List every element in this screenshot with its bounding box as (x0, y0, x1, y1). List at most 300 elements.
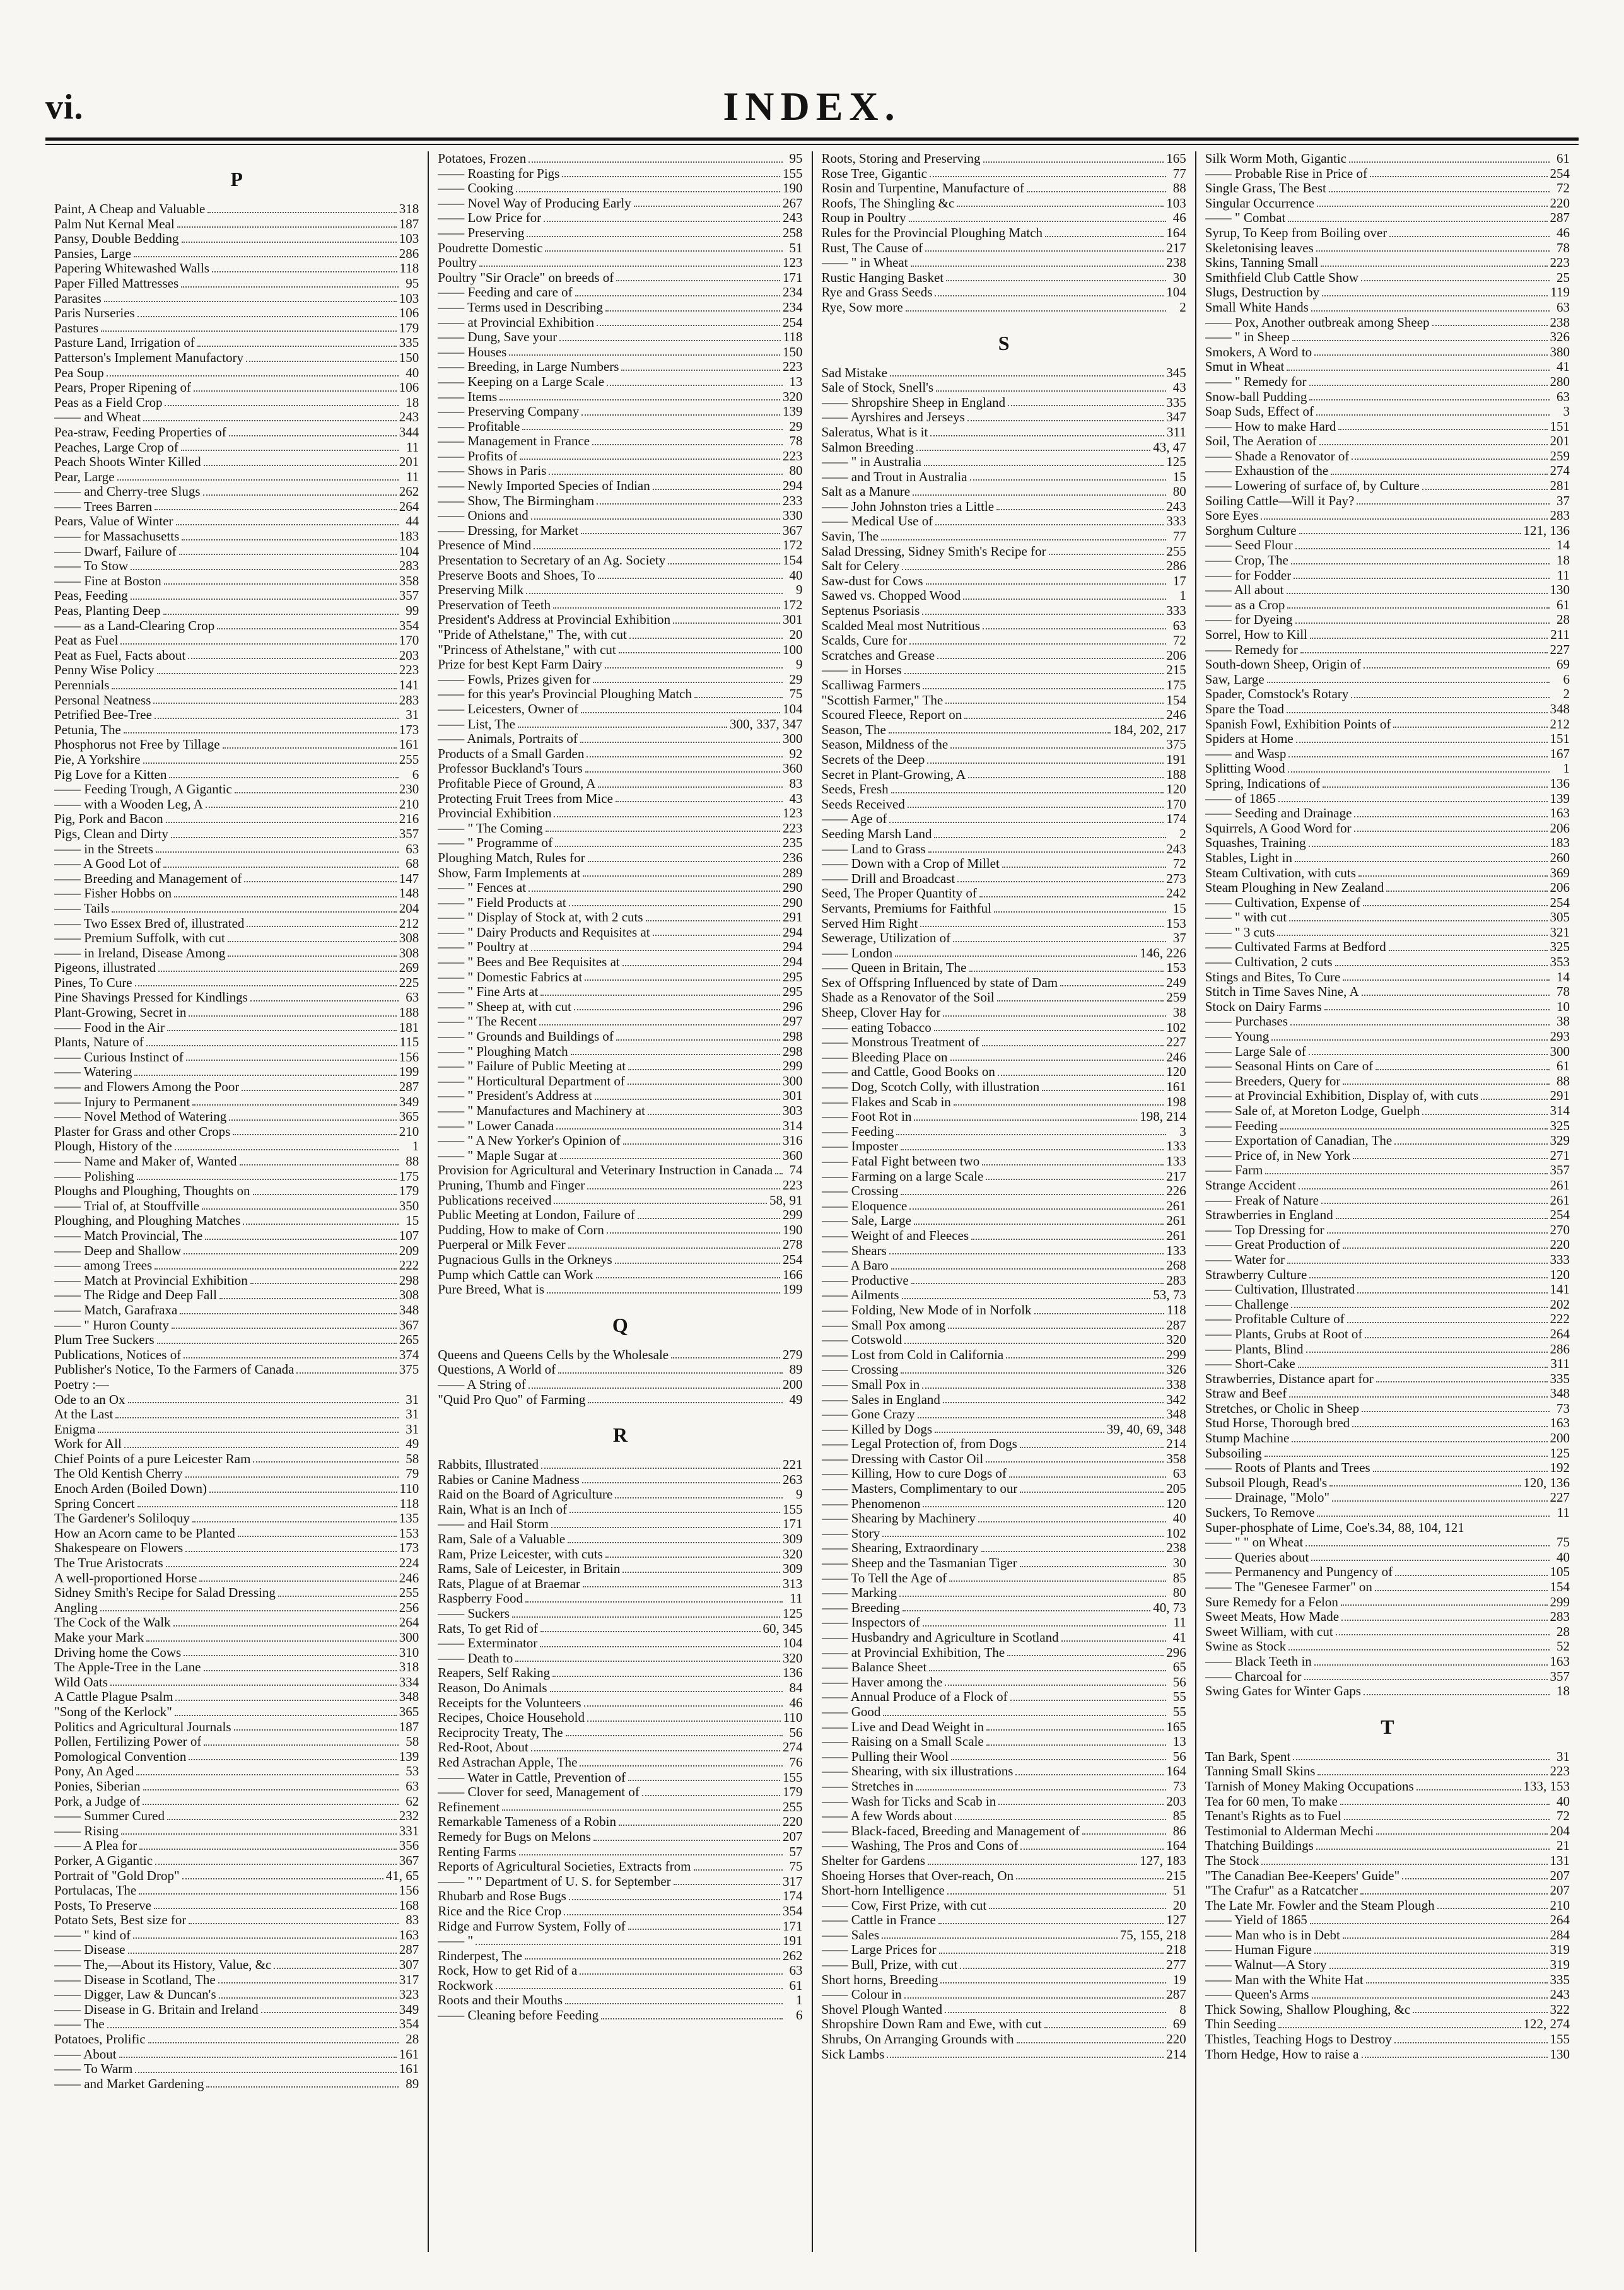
entry-text: Squirrels, A Good Word for (1205, 821, 1352, 836)
index-entry (1205, 1521, 1570, 1536)
entry-text: "Quid Pro Quo" of Farming (438, 1392, 586, 1407)
index-entry (438, 1755, 802, 1770)
leader-dots (154, 1907, 397, 1909)
entry-page: 123 (783, 805, 803, 821)
entry-text: Remarkable Tameness of a Robin (438, 1814, 616, 1830)
index-entry (822, 1660, 1186, 1675)
entry-text: Stables, Light in (1205, 850, 1292, 865)
index-entry (822, 901, 1186, 916)
entry-page: 264 (1550, 1326, 1570, 1341)
entry-page: 365 (399, 1109, 419, 1125)
index-entry (822, 633, 1186, 648)
index-entry (822, 1526, 1186, 1541)
leader-dots (1357, 1291, 1547, 1294)
entry-page: 188 (1166, 766, 1186, 782)
entry-page: 223 (783, 448, 803, 464)
index-entry (822, 196, 1186, 211)
entry-page: 318 (399, 1659, 419, 1675)
leader-dots (1364, 666, 1550, 669)
entry-text: Petunia, The (54, 722, 121, 737)
leader-dots (242, 1089, 396, 1091)
entry-text: Pines, To Cure (54, 975, 132, 990)
leader-dots (1343, 1082, 1550, 1085)
leader-dots (1366, 1981, 1548, 1983)
index-entry (438, 1904, 802, 1919)
entry-page: 17 (1172, 573, 1186, 588)
leader-dots (1354, 829, 1548, 832)
entry-text: Portulacas, The (54, 1883, 137, 1898)
entry-text: —— Imposter (821, 1139, 899, 1154)
index-entry (54, 1466, 419, 1481)
index-entry (54, 916, 419, 932)
entry-page: 203 (399, 647, 419, 663)
index-entry (1205, 1973, 1570, 1988)
leader-dots (592, 443, 782, 445)
entry-page: 63 (1557, 388, 1570, 404)
entry-page: 254 (783, 314, 803, 330)
entry-text: Short horns, Breeding (821, 1972, 938, 1987)
index-entry (438, 1163, 802, 1178)
index-entry (822, 1571, 1186, 1586)
entry-page: 183 (399, 529, 419, 544)
leader-dots (996, 508, 1164, 510)
leader-dots (580, 740, 780, 743)
entry-text: —— Ayrshires and Jerseys (821, 410, 965, 425)
entry-text: Sick Lambs (821, 2047, 885, 2062)
entry-page: 25 (1557, 269, 1570, 285)
entry-text: Stitch in Time Saves Nine, A (1205, 984, 1359, 1000)
index-entry (822, 1139, 1186, 1154)
entry-text: Remedy for Bugs on Melons (438, 1829, 591, 1844)
index-entry (54, 1303, 419, 1318)
entry-text: Short-horn Intelligence (821, 1883, 945, 1898)
entry-text: Subsoil Plough, Read's (1205, 1475, 1328, 1490)
index-entry (822, 1764, 1186, 1779)
entry-page: 295 (783, 969, 803, 984)
leader-dots (580, 1972, 782, 1975)
leader-dots (1422, 1113, 1547, 1115)
entry-page: 317 (783, 1873, 803, 1889)
entry-text: The True Aristocrats (54, 1556, 163, 1571)
entry-text: —— " A New Yorker's Opinion of (438, 1133, 621, 1148)
index-entry (438, 553, 802, 568)
leader-dots (124, 1446, 399, 1448)
entry-page: 174 (1166, 811, 1186, 827)
index-entry (822, 1213, 1186, 1229)
leader-dots (1288, 1648, 1550, 1650)
leader-dots (1322, 294, 1548, 296)
index-entry (438, 1651, 802, 1666)
leader-dots (137, 315, 397, 317)
index-entry (822, 241, 1186, 256)
entry-page: 367 (399, 1852, 419, 1868)
index-entry (822, 1750, 1186, 1765)
entry-page: 335 (399, 335, 419, 351)
entry-text: —— Clover for seed, Management of (438, 1785, 640, 1800)
leader-dots (228, 940, 397, 942)
entry-text: —— Husbandry and Agriculture in Scotland (821, 1630, 1059, 1645)
entry-page: 3 (1179, 1123, 1186, 1139)
leader-dots (1044, 2026, 1166, 2028)
entry-text: Scoured Fleece, Report on (821, 708, 962, 723)
entry-text: —— Foot Rot in (821, 1109, 912, 1125)
entry-page: 326 (1166, 1362, 1186, 1377)
entry-page: 299 (1550, 1594, 1570, 1609)
entry-text: —— Water in Cattle, Prevention of (438, 1770, 626, 1785)
index-entry (54, 2062, 419, 2077)
index-entry (438, 285, 802, 300)
leader-dots (909, 219, 1166, 222)
entry-text: —— Cultivation, Expense of (1205, 895, 1360, 910)
entry-text: —— Marking (821, 1586, 897, 1601)
leader-dots (1389, 949, 1548, 951)
entry-page: 243 (1166, 498, 1186, 514)
index-entry (54, 708, 419, 723)
leader-dots (1261, 1862, 1547, 1865)
index-entry (1205, 359, 1570, 375)
entry-text: Served Him Right (821, 916, 918, 931)
entry-page: 104 (783, 1635, 803, 1651)
leader-dots (189, 1922, 399, 1924)
index-entry (438, 955, 802, 970)
leader-dots (924, 464, 1164, 466)
index-entry (438, 1591, 802, 1606)
entry-page: 61 (789, 1977, 803, 1993)
index-entry (822, 588, 1186, 604)
entry-text: —— Feeding (821, 1124, 894, 1139)
entry-text: —— " Fine Arts at (438, 984, 539, 1000)
index-entry (54, 1987, 419, 2002)
entry-page: 223 (399, 662, 419, 678)
index-entry (54, 1377, 419, 1393)
entry-page: 313 (783, 1575, 803, 1591)
entry-page: 265 (399, 1332, 419, 1348)
leader-dots (174, 895, 397, 897)
leader-dots (648, 1113, 780, 1115)
entry-text: —— Disease in Scotland, The (54, 1972, 216, 1987)
leader-dots (207, 211, 396, 213)
leader-dots (551, 1526, 780, 1528)
entry-page: 242 (1166, 885, 1186, 901)
entry-text: —— Lowering of surface of, by Culture (1205, 479, 1420, 494)
entry-text: Publications, Notices of (54, 1347, 182, 1362)
entry-page: 56 (1172, 1674, 1186, 1690)
leader-dots (131, 597, 397, 600)
index-entry (438, 1377, 802, 1393)
leader-dots (520, 457, 780, 460)
leader-dots (233, 1133, 396, 1135)
entry-page: 141 (399, 677, 419, 692)
leader-dots (1316, 249, 1550, 252)
entry-text: Pea-straw, Feeding Properties of (54, 424, 226, 440)
entry-page: 305 (1550, 909, 1570, 925)
entry-text: Shoeing Horses that Over-reach, On (821, 1868, 1014, 1883)
index-entry (54, 901, 419, 916)
leader-dots (668, 562, 780, 564)
leader-dots (1395, 1574, 1547, 1576)
entry-page: 287 (1166, 1317, 1186, 1333)
index-entry (1205, 226, 1570, 241)
leader-dots (583, 1585, 780, 1587)
entry-page: 79 (406, 1466, 419, 1481)
index-entry (438, 880, 802, 896)
leader-dots (923, 1505, 1164, 1507)
index-entry (438, 583, 802, 598)
leader-dots (1362, 1410, 1550, 1412)
index-entry (1205, 851, 1570, 866)
index-entry (1205, 315, 1570, 330)
entry-page: 215 (1166, 1867, 1186, 1883)
entry-page: 110 (399, 1481, 419, 1497)
index-entry (438, 1562, 802, 1577)
entry-text: Secrets of the Deep (821, 752, 925, 767)
leader-dots (889, 1252, 1164, 1254)
index-entry (1205, 1446, 1570, 1461)
entry-page: 171 (783, 1516, 803, 1532)
entry-text: Swing Gates for Winter Gaps (1205, 1684, 1361, 1699)
entry-text: Prize for best Kept Farm Dairy (438, 657, 602, 672)
leader-dots (163, 865, 399, 868)
index-entry (822, 440, 1186, 455)
entry-page: 261 (1550, 1192, 1570, 1208)
index-entry (54, 1095, 419, 1110)
index-entry (1205, 375, 1570, 390)
entry-text: Renting Farms (438, 1844, 517, 1859)
header-rule-thin (45, 144, 1579, 145)
entry-page: 15 (1172, 469, 1186, 484)
leader-dots (192, 1520, 397, 1522)
entry-text: —— " in Australia (821, 455, 921, 470)
leader-dots (998, 1802, 1164, 1805)
entry-page: 235 (783, 835, 803, 851)
index-entry (54, 1333, 419, 1348)
entry-text: Single Grass, The Best (1205, 181, 1326, 196)
entry-text: Tenant's Rights as to Fuel (1205, 1809, 1341, 1824)
leader-dots (541, 1466, 780, 1469)
leader-dots (554, 1201, 767, 1204)
entry-page: 335 (1550, 1370, 1570, 1386)
leader-dots (1306, 1544, 1550, 1546)
entry-text: —— Queen in Britain, The (821, 961, 967, 976)
index-entry (438, 628, 802, 643)
leader-dots (998, 1073, 1164, 1076)
entry-text: Straw and Beef (1205, 1386, 1287, 1401)
index-entry (54, 1288, 419, 1303)
leader-dots (479, 264, 780, 267)
entry-text: Pigs, Clean and Dirty (54, 826, 168, 841)
leader-dots (895, 954, 1137, 957)
leader-dots (575, 294, 780, 296)
leader-dots (940, 1981, 1165, 1983)
index-entry (54, 1720, 419, 1735)
index-entry (54, 231, 419, 247)
leader-dots (1317, 1514, 1550, 1517)
entry-page: 89 (406, 2076, 419, 2091)
entry-page: 320 (783, 388, 803, 404)
entry-text: —— Story (821, 1526, 880, 1541)
entry-page: 46 (789, 1695, 803, 1710)
entry-text: Puerperal or Milk Fever (438, 1237, 566, 1253)
index-entry (54, 961, 419, 976)
entry-text: Rules for the Provincial Ploughing Match (821, 225, 1043, 240)
leader-dots (981, 1550, 1164, 1552)
index-entry (1205, 1854, 1570, 1869)
leader-dots (989, 1907, 1166, 1909)
entry-text: Receipts for the Volunteers (438, 1695, 581, 1710)
entry-page: 15 (406, 1213, 419, 1229)
index-entry (822, 1125, 1186, 1140)
index-entry (54, 336, 419, 351)
entry-text: —— Plants, Blind (1205, 1341, 1304, 1357)
index-entry (822, 1481, 1186, 1497)
leader-dots (1304, 1678, 1548, 1680)
leader-dots (1020, 1565, 1166, 1567)
entry-page: 161 (399, 2046, 419, 2062)
entry-text: "Song of the Kerlock" (54, 1704, 172, 1719)
leader-dots (165, 404, 399, 406)
entry-text: —— Management in France (438, 434, 590, 449)
leader-dots (1316, 413, 1550, 416)
entry-page: 316 (783, 1133, 803, 1148)
leader-dots (518, 725, 727, 728)
entry-text: —— Annual Produce of a Flock of (821, 1690, 1008, 1705)
entry-text: Pine Shavings Pressed for Kindlings (54, 990, 248, 1005)
entry-page: 286 (1550, 1341, 1570, 1357)
index-entry (1205, 166, 1570, 182)
page-number: vi. (45, 88, 84, 127)
index-entry (1205, 1794, 1570, 1809)
entry-text: —— Killed by Dogs (821, 1422, 933, 1437)
entry-page: 329 (1550, 1133, 1570, 1148)
leader-dots (235, 791, 397, 793)
entry-page: 72 (1557, 180, 1570, 196)
entry-page: 51 (1172, 1883, 1186, 1898)
entry-text: —— Feeding and care of (438, 285, 573, 300)
entry-page: 349 (399, 2001, 419, 2017)
leader-dots (1336, 1633, 1550, 1635)
entry-text: Paris Nurseries (54, 306, 135, 321)
index-entry (54, 693, 419, 708)
index-entry (1205, 1928, 1570, 1943)
entry-text: —— The "Genesee Farmer" on (1205, 1580, 1372, 1594)
index-entry (438, 300, 802, 315)
entry-text: Rabbits, Illustrated (438, 1458, 539, 1473)
entry-text: —— Disease in G. Britain and Ireland (54, 2002, 259, 2017)
entry-page: 255 (399, 751, 419, 767)
index-entry (1205, 1654, 1570, 1669)
entry-text: Snow-ball Pudding (1205, 389, 1307, 404)
entry-page: 40 (789, 567, 803, 583)
entry-page: 125 (783, 1606, 803, 1621)
entry-text: —— Death to (438, 1650, 513, 1666)
leader-dots (558, 1371, 782, 1374)
leader-dots (1008, 404, 1164, 406)
leader-dots (182, 538, 396, 540)
entry-page: 268 (1166, 1258, 1186, 1273)
entry-page: 299 (783, 1207, 803, 1223)
index-entry (1205, 1809, 1570, 1824)
entry-text: —— Fowls, Prizes given for (438, 672, 591, 687)
entry-page: 334 (399, 1674, 419, 1690)
entry-text: —— Haver among the (821, 1674, 943, 1690)
index-entry (1205, 1401, 1570, 1417)
entry-page: 135 (399, 1510, 419, 1526)
entry-text: Make your Mark (54, 1630, 144, 1645)
leader-dots (1321, 1201, 1548, 1204)
index-entry (54, 1184, 419, 1199)
leader-dots (1309, 1276, 1547, 1278)
leader-dots (674, 1883, 780, 1885)
index-entry (438, 1830, 802, 1845)
leader-dots (98, 1430, 399, 1433)
entry-page: 300 (783, 1073, 803, 1089)
entry-page: 357 (399, 588, 419, 604)
leader-dots (120, 642, 396, 645)
leader-dots (261, 2011, 397, 2013)
entry-page: 11 (1557, 1505, 1570, 1521)
leader-dots (1309, 844, 1548, 847)
entry-page: 40, 73 (1153, 1599, 1186, 1615)
entry-page: 206 (1550, 880, 1570, 896)
entry-page: 69 (1172, 2016, 1186, 2032)
leader-dots (593, 681, 782, 683)
entry-page: 13 (789, 373, 803, 389)
entry-page: 147 (399, 870, 419, 886)
entry-page: 139 (399, 1748, 419, 1764)
index-entry (822, 1586, 1186, 1601)
entry-text: Sewerage, Utilization of (821, 931, 951, 946)
entry-text: —— Breeders, Query for (1205, 1073, 1341, 1089)
entry-page: 348 (1166, 1406, 1186, 1422)
index-entry (54, 1869, 419, 1884)
entry-text: —— and Trout in Australia (821, 469, 967, 484)
entry-text: —— Colour in (821, 1987, 902, 2002)
entry-page: 311 (1550, 1356, 1570, 1372)
index-entry (822, 1928, 1186, 1943)
entry-text: "Scottish Farmer," The (821, 692, 943, 708)
index-column-1 (45, 151, 429, 2252)
leader-dots (580, 1764, 782, 1767)
index-entry (438, 970, 802, 985)
leader-dots (1312, 1996, 1548, 1999)
index-entry (438, 1193, 802, 1208)
leader-dots (970, 478, 1166, 481)
entry-page: 63 (789, 1963, 803, 1978)
index-entry (1205, 434, 1570, 449)
entry-text: —— Queen's Arms (1205, 1987, 1309, 2002)
leader-dots (922, 1386, 1164, 1389)
entry-page: 323 (399, 1987, 419, 2002)
entry-page: 18 (406, 394, 419, 410)
entry-page: 78 (1557, 984, 1570, 1000)
entry-page: 175 (399, 1168, 419, 1184)
entry-page: 78 (1557, 240, 1570, 255)
leader-dots (935, 294, 1164, 296)
entry-page: 223 (783, 1177, 803, 1193)
entry-page: 172 (783, 597, 803, 612)
leader-dots (209, 1490, 397, 1493)
leader-dots (986, 1728, 1164, 1731)
leader-dots (619, 1823, 780, 1826)
entry-page: 283 (1550, 1609, 1570, 1625)
entry-text: Peat as Fuel (54, 633, 119, 648)
index-entry (54, 1734, 419, 1750)
entry-text: Rams, Sale of Leicester, in Britain (438, 1562, 621, 1577)
entry-text: Peach Shoots Winter Killed (54, 455, 201, 470)
index-entry (438, 1014, 802, 1029)
entry-text: Plough, History of the (54, 1139, 172, 1154)
entry-page: 291 (1550, 1088, 1570, 1104)
